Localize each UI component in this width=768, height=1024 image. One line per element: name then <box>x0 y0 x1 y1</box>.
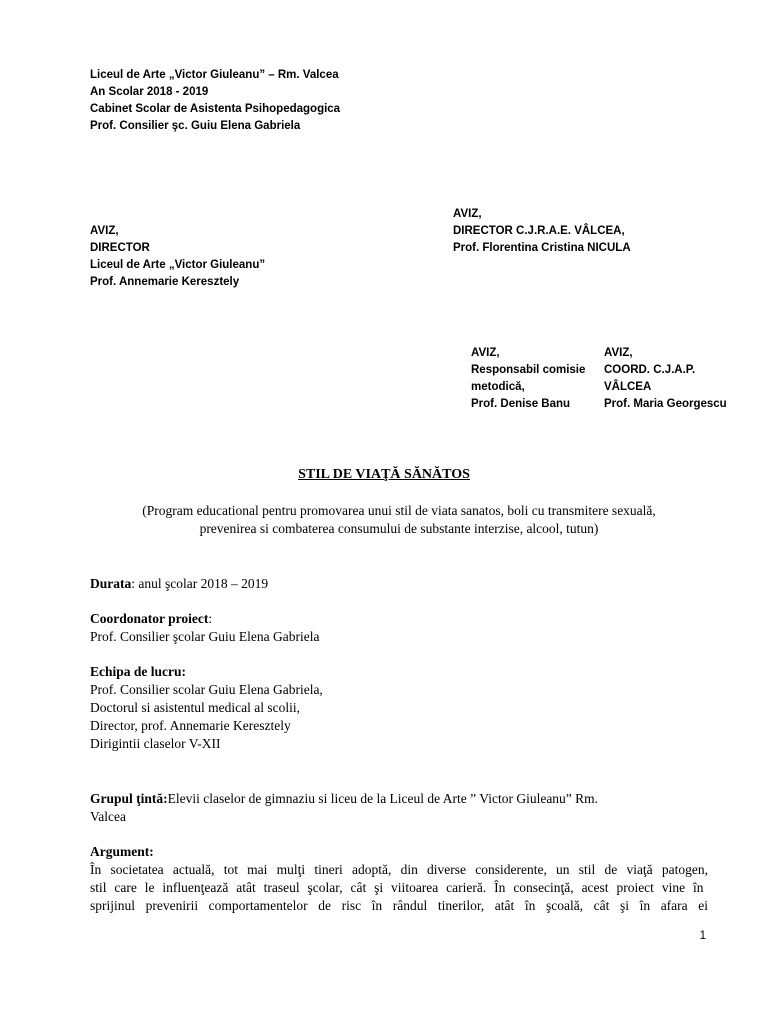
aviz-cjrae-block <box>453 206 631 257</box>
coordonator-value: Prof. Consilier şcolar Guiu Elena Gabriela <box>90 629 320 644</box>
document-title: STIL DE VIAŢĂ SĂNĂTOS <box>298 467 470 482</box>
aviz-line: DIRECTOR C.J.R.A.E. VÂLCEA, <box>453 225 625 237</box>
durata-value: : anul şcolar 2018 – 2019 <box>131 576 269 591</box>
argument-label: Argument: <box>90 844 154 859</box>
page-number: 1 <box>699 930 706 942</box>
coordonator-label: Coordonator proiect <box>90 611 209 626</box>
argument-section <box>90 843 708 915</box>
header-line: Liceul de Arte „Victor Giuleanu” – Rm. Valcea <box>90 69 339 81</box>
aviz-line: AVIZ, <box>604 347 633 359</box>
aviz-cjap-block <box>604 345 727 413</box>
aviz-line: AVIZ, <box>90 225 119 237</box>
argument-line: stil care le influenţează atât traseul şcolar, cât şi viitoarea carieră. În consecinţă, acest proiect vine în <box>90 880 704 895</box>
aviz-line: Liceul de Arte „Victor Giuleanu” <box>90 259 266 271</box>
aviz-line: metodică, <box>471 381 525 393</box>
coordonator-section <box>90 610 319 646</box>
echipa-member: Prof. Consilier scolar Guiu Elena Gabriela, <box>90 682 323 697</box>
grupul-text: Elevii claselor de gimnaziu si liceu de la Liceul de Arte ” Victor Giuleanu” Rm. <box>167 791 599 806</box>
aviz-line: COORD. C.J.A.P. <box>604 364 696 376</box>
aviz-director-block <box>90 223 265 291</box>
argument-line: În societatea actuală, tot mai mulţi tineri adoptă, din diverse considerente, un stil de viaţă patogen, <box>90 862 708 877</box>
aviz-line: Prof. Annemarie Keresztely <box>90 276 240 288</box>
header-line: An Scolar 2018 - 2019 <box>90 86 209 98</box>
school-header <box>90 67 340 135</box>
echipa-member: Dirigintii claselor V-XII <box>90 736 221 751</box>
durata-row <box>90 575 268 593</box>
grupul-text-cont: Valcea <box>90 809 126 824</box>
aviz-line: AVIZ, <box>471 347 500 359</box>
durata-label: Durata <box>90 576 132 591</box>
echipa-member: Director, prof. Annemarie Keresztely <box>90 718 291 733</box>
coordonator-colon: : <box>208 611 213 626</box>
aviz-line: Prof. Denise Banu <box>471 398 571 410</box>
argument-line: sprijinul prevenirii comportamentelor de risc în rândul tinerilor, atât în şcoală, cât şi în afara ei <box>90 898 708 913</box>
header-line: Prof. Consilier şc. Guiu Elena Gabriela <box>90 120 301 132</box>
grupul-label: Grupul ţintă: <box>90 791 168 806</box>
subtitle-line: prevenirea si combaterea consumului de substante interzise, alcool, tutun) <box>199 521 599 536</box>
document-subtitle <box>90 502 708 538</box>
header-line: Cabinet Scolar de Asistenta Psihopedagogica <box>90 103 341 115</box>
aviz-line: Prof. Florentina Cristina NICULA <box>453 242 631 254</box>
aviz-line: DIRECTOR <box>90 242 150 254</box>
aviz-line: Prof. Maria Georgescu <box>604 398 727 410</box>
echipa-section <box>90 663 323 753</box>
grupul-section <box>90 790 708 826</box>
aviz-comisie-block <box>471 345 585 413</box>
echipa-label: Echipa de lucru: <box>90 664 187 679</box>
aviz-line: Responsabil comisie <box>471 364 586 376</box>
aviz-line: AVIZ, <box>453 208 482 220</box>
echipa-member: Doctorul si asistentul medical al scolii, <box>90 700 300 715</box>
aviz-line: VÂLCEA <box>604 381 652 393</box>
subtitle-line: (Program educational pentru promovarea unui stil de viata sanatos, boli cu transmitere sexuală, <box>142 503 656 518</box>
